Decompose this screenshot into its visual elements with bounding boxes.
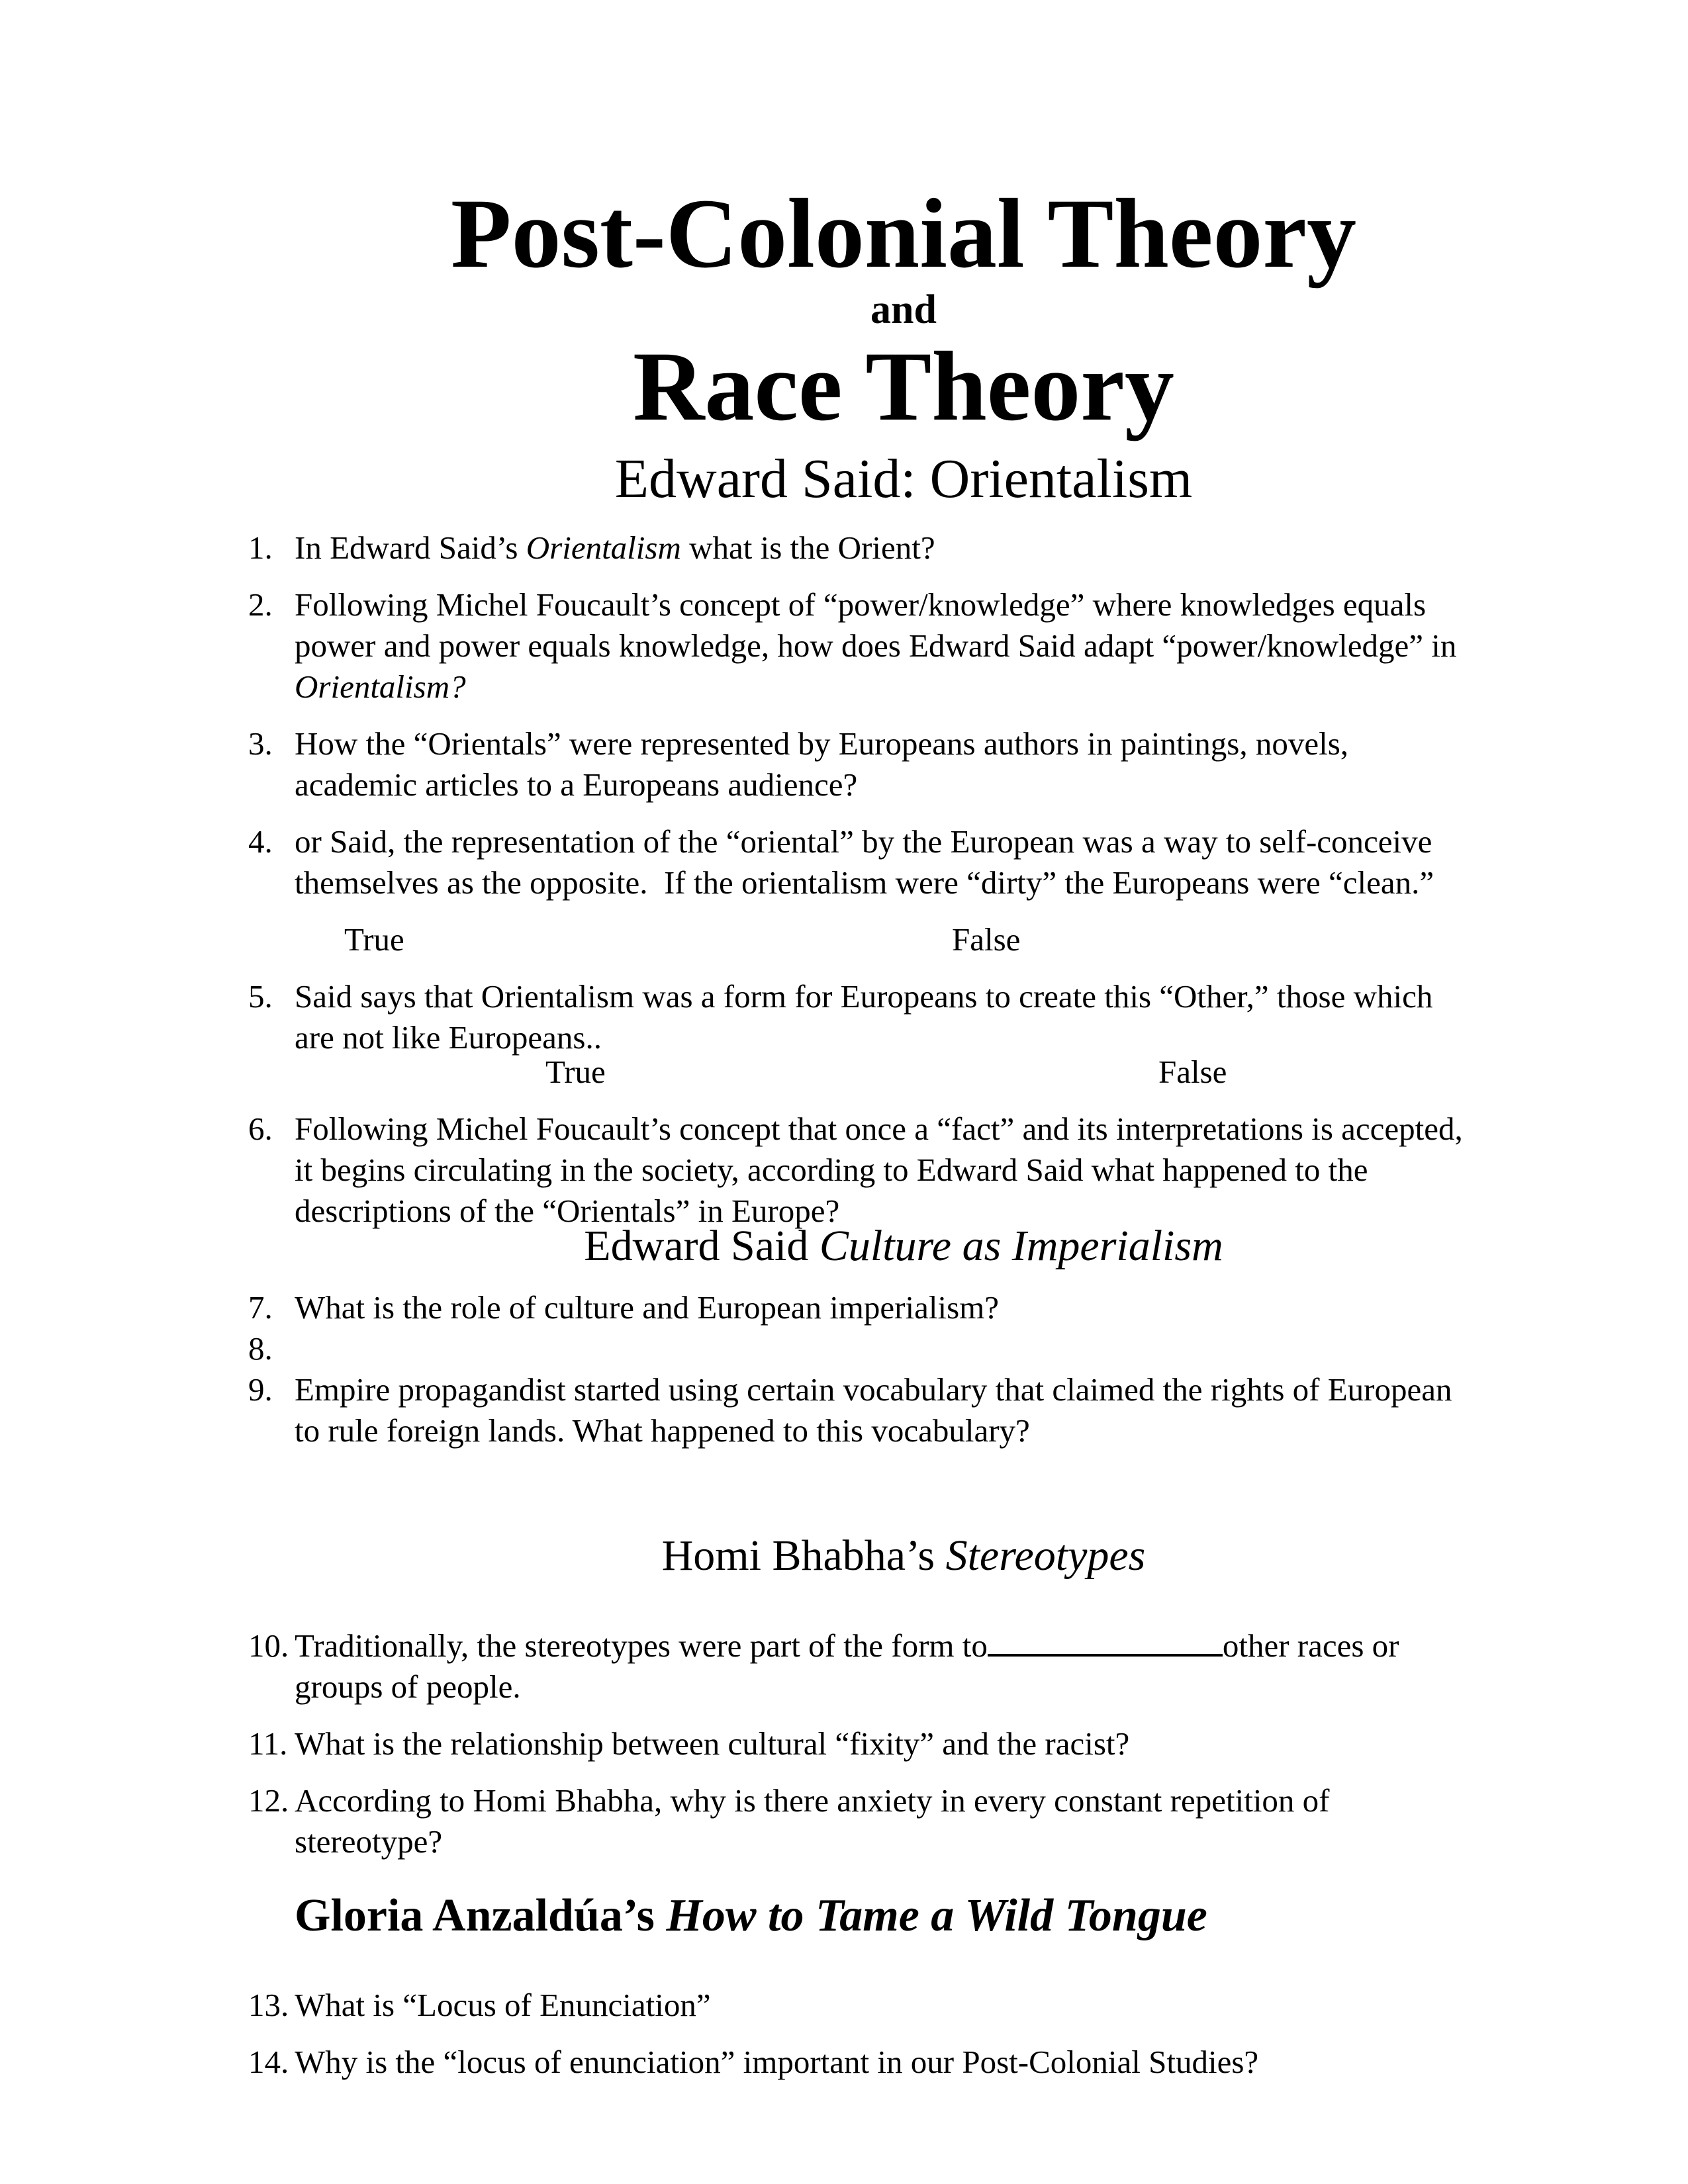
question-text (295, 723, 1489, 805)
question-row (248, 584, 1489, 707)
question-row (248, 1287, 1489, 1328)
section-orientalism (199, 447, 1489, 1231)
question-text (295, 1369, 1489, 1451)
text-segment: Traditionally, the stereotypes were part of the form to (295, 1627, 988, 1664)
heading-segment: Gloria Anzaldúa’s (295, 1889, 667, 1941)
question-text (295, 2042, 1489, 2083)
document-body (199, 447, 1489, 2083)
text-segment: What is the relationship between cultural “fixity” and the racist? (295, 1725, 1130, 1762)
true-false-row (248, 1052, 1489, 1093)
text-segment: Following Michel Foucault’s concept that once a “fact” and its interpretations is accepted, it begins circulating in the society, according to Edward Said what happened to the descriptions of the “Orientals” in Europe? (295, 1110, 1463, 1229)
document-header (199, 180, 1489, 440)
question-text (295, 1985, 1489, 2026)
question-number: 10. (248, 1627, 289, 1664)
question-text (295, 527, 1489, 569)
question-number: 4. (248, 823, 273, 860)
question-row (248, 723, 1489, 805)
question-row (248, 1780, 1489, 1862)
true-false-row (248, 919, 1489, 960)
question-item (199, 821, 1489, 960)
text-segment: Why is the “locus of enunciation” important in our Post-Colonial Studies? (295, 2044, 1259, 2081)
question-item (199, 1723, 1489, 1764)
section-heading-stereotypes (199, 1531, 1489, 1582)
question-row (248, 1369, 1489, 1451)
text-segment: Orientalism? (295, 668, 466, 705)
question-item (199, 1625, 1489, 1707)
question-item (199, 1985, 1489, 2026)
section-stereotypes (199, 1531, 1489, 1862)
question-list (199, 1287, 1489, 1451)
question-list (199, 1985, 1489, 2083)
question-number: 9. (248, 1371, 273, 1408)
text-segment: What is “Locus of Enunciation” (295, 1987, 711, 2024)
question-text (295, 1723, 1489, 1764)
heading-segment: Culture as Imperialism (819, 1221, 1223, 1270)
question-item (199, 584, 1489, 707)
heading-segment: How to Tame a Wild Tongue (666, 1889, 1207, 1941)
question-item (199, 2042, 1489, 2083)
question-row (248, 1109, 1489, 1232)
title-line-1: Post-Colonial Theory (450, 179, 1357, 289)
question-item (199, 1328, 1489, 1369)
question-text (295, 1287, 1489, 1328)
question-row (248, 821, 1489, 903)
question-text (295, 821, 1489, 903)
question-row (248, 1985, 1489, 2026)
title-conjunction: and (870, 287, 937, 332)
question-number: 12. (248, 1782, 289, 1819)
question-item (199, 976, 1489, 1093)
option-false: False (1158, 1053, 1227, 1090)
question-row (248, 2042, 1489, 2083)
text-segment: other races or groups of people. (295, 1627, 1399, 1705)
question-list (199, 527, 1489, 1232)
text-segment: According to Homi Bhabha, why is there anxiety in every constant repetition of stereotype? (295, 1782, 1330, 1860)
text-segment: Orientalism (526, 529, 681, 566)
question-number: 2. (248, 586, 273, 623)
question-text (295, 1109, 1489, 1232)
text-segment: What is the role of culture and European imperialism? (295, 1289, 1000, 1326)
question-list (199, 1625, 1489, 1862)
question-number: 14. (248, 2044, 289, 2081)
section-heading-wild-tongue (199, 1889, 1489, 1942)
question-number: 8. (248, 1330, 273, 1367)
question-item (199, 527, 1489, 569)
heading-segment: Stereotypes (945, 1531, 1146, 1580)
question-row (248, 976, 1489, 1058)
question-row (248, 1328, 1489, 1369)
heading-segment: Edward Said (584, 1221, 820, 1270)
question-number: 5. (248, 978, 273, 1015)
question-number: 3. (248, 725, 273, 762)
question-row (248, 1723, 1489, 1764)
question-item (199, 1287, 1489, 1328)
heading-segment: Edward Said: Orientalism (614, 448, 1193, 510)
text-segment: Following Michel Foucault’s concept of “power/knowledge” where knowledges equals power and power equals knowledge, how does Edward Said adapt “power/knowledge” in (295, 586, 1457, 664)
question-number: 13. (248, 1987, 289, 2024)
option-true: True (344, 921, 404, 958)
question-item (199, 1369, 1489, 1451)
question-row (248, 1625, 1489, 1707)
option-true: True (545, 1053, 606, 1090)
text-segment: How the “Orientals” were represented by Europeans authors in paintings, novels, academic articles to a Europeans audience? (295, 725, 1349, 803)
title-line-2: Race Theory (633, 332, 1174, 442)
question-item (199, 1109, 1489, 1232)
question-text (295, 584, 1489, 707)
question-text (295, 1780, 1489, 1862)
option-false: False (952, 921, 1021, 958)
question-text (295, 1625, 1489, 1707)
question-number: 7. (248, 1289, 273, 1326)
heading-segment: Homi Bhabha’s (661, 1531, 946, 1580)
text-segment: Said says that Orientalism was a form for Europeans to create this “Other,” those which are not like Europeans.. (295, 978, 1433, 1056)
question-text (295, 1328, 1489, 1369)
section-heading-orientalism (199, 447, 1489, 511)
section-culture-as-imperialism (199, 1221, 1489, 1452)
section-wild-tongue (199, 1889, 1489, 2083)
question-item (199, 723, 1489, 805)
text-segment: what is the Orient? (680, 529, 935, 566)
question-text (295, 976, 1489, 1058)
question-number: 11. (248, 1725, 288, 1762)
question-item (199, 1780, 1489, 1862)
question-number: 1. (248, 529, 273, 566)
text-segment: Empire propagandist started using certain vocabulary that claimed the rights of European to rule foreign lands. What happened to this vocabulary? (295, 1371, 1452, 1449)
question-number: 6. (248, 1110, 273, 1147)
text-segment: or Said, the representation of the “oriental” by the European was a way to self-conceive themselves as the opposite. If the orientalism were “dirty” the Europeans were “clean.” (295, 823, 1434, 901)
text-segment: In Edward Said’s (295, 529, 526, 566)
answer-blank (988, 1650, 1223, 1657)
question-row (248, 527, 1489, 569)
